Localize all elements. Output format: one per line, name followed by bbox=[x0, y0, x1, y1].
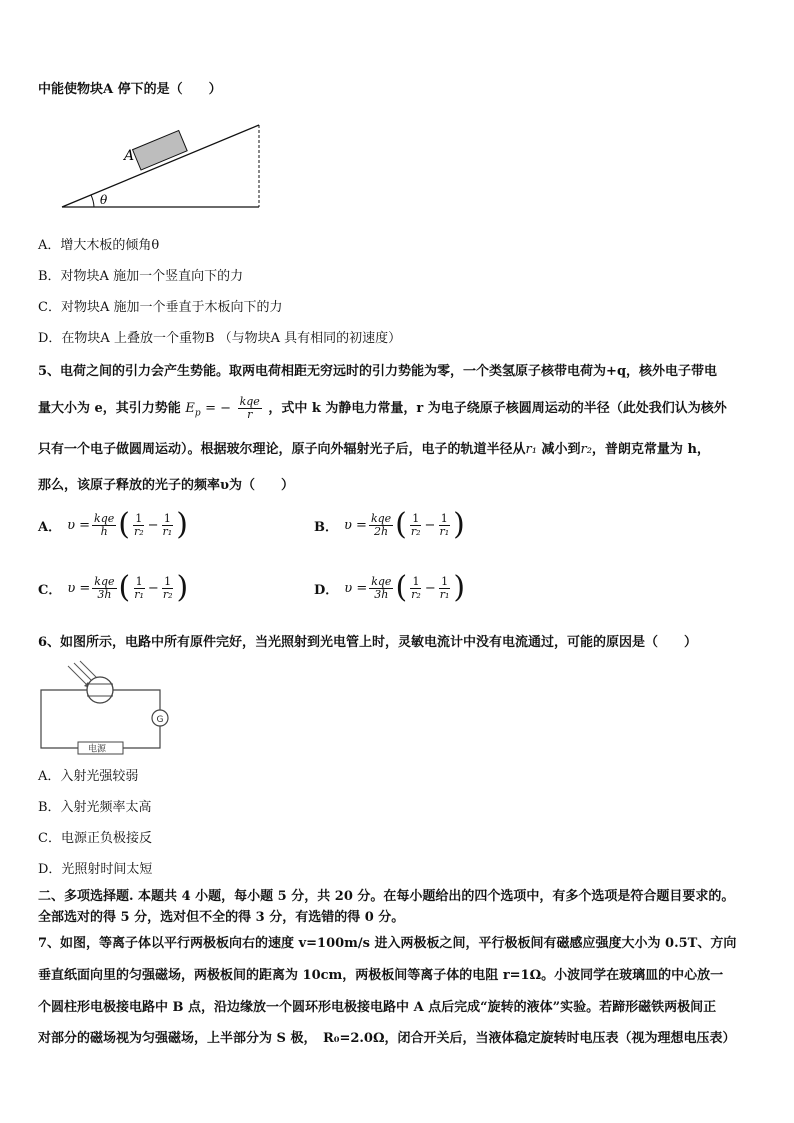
q4-stem: 中能使物块A 停下的是（ ） bbox=[38, 82, 222, 97]
block-a bbox=[133, 130, 188, 170]
incline-diagram bbox=[58, 118, 268, 214]
q4-option-c[interactable]: C．对物块A 施加一个垂直于木板向下的力 bbox=[38, 300, 283, 315]
q4-option-b[interactable]: B．对物块A 施加一个竖直向下的力 bbox=[38, 269, 244, 284]
q6-option-d[interactable]: D．光照射时间太短 bbox=[38, 862, 153, 877]
block-label: A bbox=[124, 148, 135, 164]
galvanometer-label: G bbox=[156, 715, 164, 725]
q6-option-a[interactable]: A．入射光强较弱 bbox=[38, 769, 139, 784]
q4-option-d[interactable]: D．在物块A 上叠放一个重物B （与物块A 具有相同的初速度） bbox=[38, 331, 402, 346]
q7-line3: 个圆柱形电极接电路中 B 点，沿边缘放一个圆环形电极接电路中 A 点后完成“旋转的液体”实验。若蹄形磁铁两极间正 bbox=[38, 1000, 717, 1015]
q5-line3: 只有一个电子做圆周运动）。根据玻尔理论，原子向外辐射光子后，电子的轨道半径从r₁ 减小到r₂，普朗克常量为 h， bbox=[38, 442, 710, 457]
section2-heading-line1: 二、多项选择题. 本题共 4 小题，每小题 5 分，共 20 分。在每小题给出的四个选项中，有多个选项是符合题目要求的。 bbox=[38, 889, 735, 904]
power-source-label: 电源 bbox=[88, 744, 107, 755]
angle-label: θ bbox=[100, 193, 108, 207]
q7-line2: 垂直纸面向里的匀强磁场，两极板间的距离为 10cm，两极板间等离子体的电阻 r=1Ω。小波同学在玻璃皿的中心放一 bbox=[38, 968, 724, 983]
q6-option-b[interactable]: B．入射光频率太高 bbox=[38, 800, 152, 815]
q4-option-a[interactable]: A．增大木板的倾角θ bbox=[38, 238, 160, 253]
q5-option-c[interactable]: C． υ = $\frac{\text{kqe}}{3h}$ ( $\frac{1}{\text{r₁}}$ − $\frac{1}{\text{r₂}}$ ) bbox=[38, 570, 189, 605]
section2-heading-line2: 全部选对的得 5 分，选对但不全的得 3 分，有选错的得 0 分。 bbox=[38, 910, 405, 925]
q5-option-d[interactable]: D． υ = $\frac{\text{kqe}}{3h}$ ( $\frac{1}{\text{r₂}}$ − $\frac{1}{\text{r₁}}$ ) bbox=[314, 570, 466, 605]
phototube-circuit-diagram bbox=[38, 660, 170, 756]
q7-line1: 7、如图，等离子体以平行两极板向右的速度 v=100m/s 进入两极板之间，平行极板间有磁感应强度大小为 0.5T、方向 bbox=[38, 936, 737, 951]
q7-line4: 对部分的磁场视为匀强磁场，上半部分为 S 极， R₀=2.0Ω，闭合开关后，当液体稳定旋转时电压表（视为理想电压表） bbox=[38, 1031, 736, 1046]
q5-option-b[interactable]: B． υ = $\frac{\text{kqe}}{2h}$ ( $\frac{1}{\text{r₂}}$ − $\frac{1}{\text{r₁}}$ ) bbox=[314, 507, 465, 542]
q6-stem: 6、如图所示，电路中所有原件完好，当光照射到光电管上时，灵敏电流计中没有电流通过，可能的原因是（ ） bbox=[38, 635, 698, 650]
q6-option-c[interactable]: C．电源正负极接反 bbox=[38, 831, 152, 846]
q5-line1: 5、电荷之间的引力会产生势能。取两电荷相距无穷远时的引力势能为零，一个类氢原子核带电荷为+q，核外电子带电 bbox=[38, 364, 718, 379]
phototube bbox=[87, 677, 113, 703]
q5-line4: 那么，该原子释放的光子的频率υ为（ ） bbox=[38, 478, 295, 493]
q5-line2: 量大小为 e，其引力势能 $E_p$ = − $\frac{\text{kqe}}{r}$ ，式中 k 为静电力常量，r 为电子绕原子核圆周运动的半径（此处我们认为核外 bbox=[38, 395, 727, 421]
q5-option-a[interactable]: A． υ = $\frac{\text{kqe}}{h}$ ( $\frac{1}{\text{r₂}}$ − $\frac{1}{\text{r₁}}$ ) bbox=[38, 507, 188, 542]
